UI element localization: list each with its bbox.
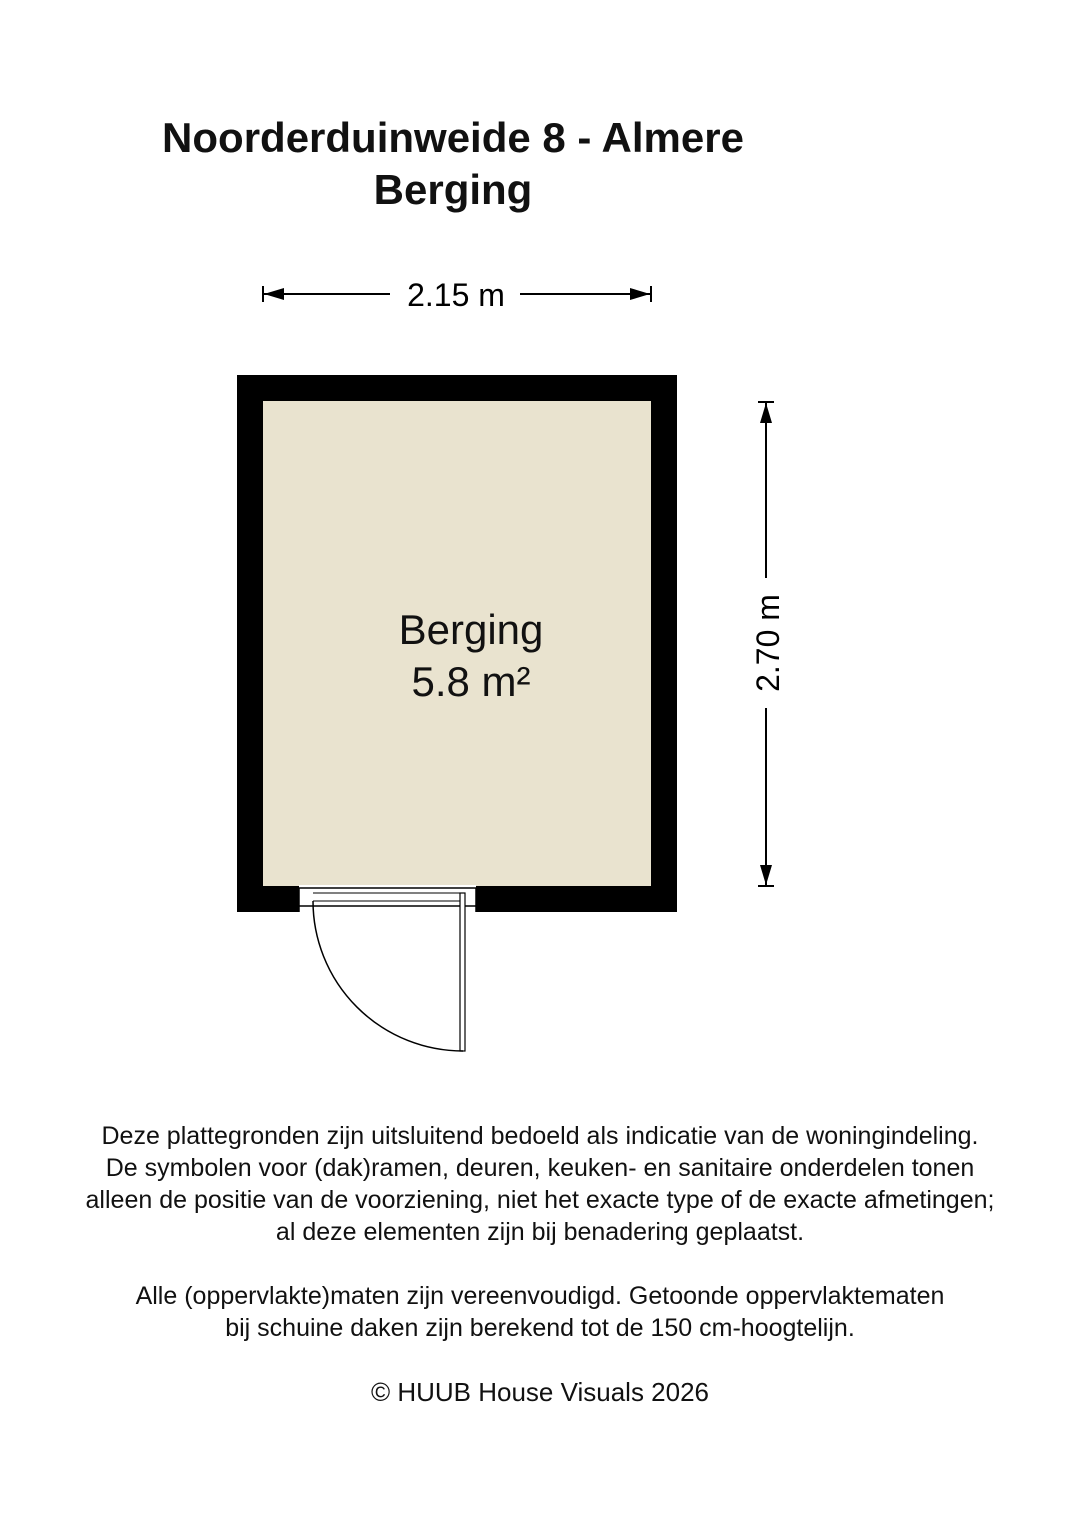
floor-heading: Berging	[373, 166, 533, 213]
width-label: 2.15 m	[407, 277, 505, 313]
disclaimer-line: De symbolen voor (dak)ramen, deuren, keuken- en sanitaire onderdelen tonen	[105, 1154, 975, 1182]
disclaimer-line: Deze plattegronden zijn uitsluitend bedoeld als indicatie van de woningindeling.	[101, 1122, 979, 1150]
disclaimer-line: Alle (oppervlakte)maten zijn vereenvoudigd. Getoonde oppervlaktematen	[135, 1282, 945, 1310]
door-swing-arc	[313, 901, 463, 1051]
room-name-label: Berging	[398, 606, 544, 653]
disclaimer-paragraph-2	[0, 1280, 1080, 1344]
disclaimer-line: al deze elementen zijn bij benadering geplaatst.	[275, 1218, 805, 1246]
width-arrow-left	[264, 288, 284, 300]
address-heading: Noorderduinweide 8 - Almere	[162, 114, 744, 161]
depth-label: 2.70 m	[750, 594, 786, 692]
disclaimer	[0, 1120, 1080, 1376]
room-berging	[237, 375, 677, 1051]
door-opening	[299, 885, 476, 913]
depth-dimension	[750, 402, 786, 886]
width-arrow-right	[630, 288, 650, 300]
depth-arrow-bottom	[760, 865, 772, 885]
width-dimension	[263, 277, 651, 313]
depth-arrow-top	[760, 403, 772, 423]
disclaimer-line: alleen de positie van de voorziening, niet het exacte type of de exacte afmetingen;	[85, 1186, 995, 1214]
copyright-notice: © HUUB House Visuals 2026	[370, 1377, 710, 1407]
disclaimer-paragraph-1	[0, 1120, 1080, 1248]
disclaimer-line: bij schuine daken zijn berekend tot de 150 cm-hoogtelijn.	[225, 1314, 855, 1342]
door-leaf	[460, 893, 465, 1051]
room-area-label: 5.8 m²	[411, 658, 531, 705]
